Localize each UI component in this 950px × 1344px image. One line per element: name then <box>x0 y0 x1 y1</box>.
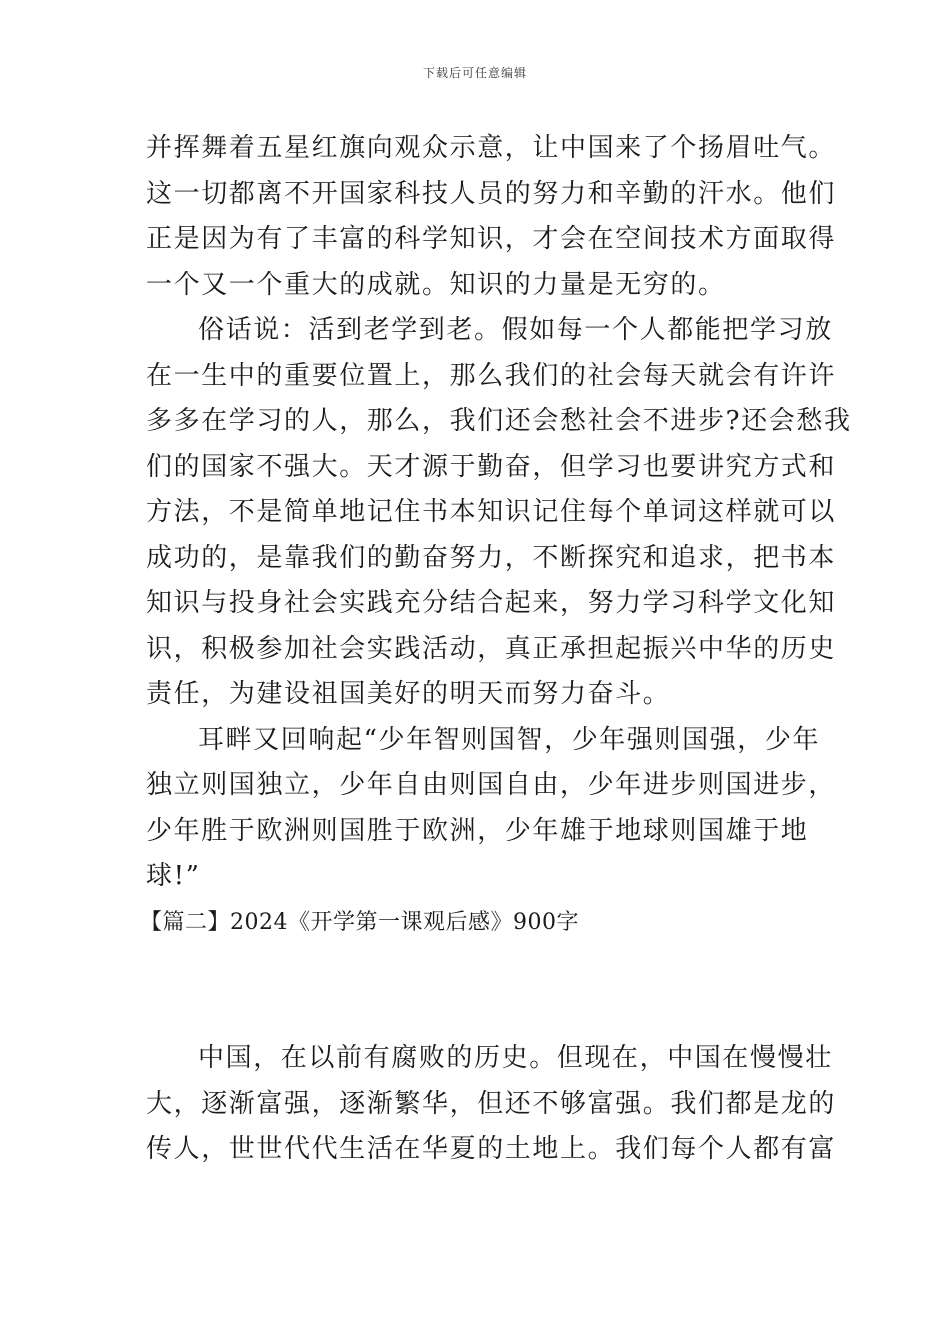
text-line: 们的国家不强大。天才源于勤奋，但学习也要讲究方式和 <box>146 451 837 482</box>
paragraph <box>146 1036 837 1173</box>
text-line: 责任，为建设祖国美好的明天而努力奋斗。 <box>146 679 671 709</box>
text-line: 传人，世世代代生活在华夏的土地上。我们每个人都有富 <box>146 1134 837 1164</box>
text-line: 在一生中的重要位置上，那么我们的社会每天就会有许许 <box>146 360 837 391</box>
paragraph <box>146 718 837 900</box>
text-line: 多多在学习的人，那么，我们还会愁社会不进步?还会愁我 <box>146 406 852 436</box>
text-line: 俗话说：活到老学到老。假如每一个人都能把学习放 <box>198 315 833 345</box>
spacer <box>146 945 810 1036</box>
text-line: 一个又一个重大的成就。知识的力量是无穷的。 <box>146 269 726 300</box>
text-line: 成功的，是靠我们的勤奋努力，不断探究和追求，把书本 <box>146 542 837 573</box>
paragraph <box>146 126 837 308</box>
document-body <box>140 126 852 1173</box>
text-line: 大，逐渐富强，逐渐繁华，但还不够富强。我们都是龙的 <box>146 1088 837 1119</box>
text-line: 独立则国独立，少年自由则国自由，少年进步则国进步， <box>146 770 837 800</box>
paragraph <box>146 308 852 718</box>
text-line: 知识与投身社会实践充分结合起来，努力学习科学文化知 <box>146 588 837 618</box>
text-line: 并挥舞着五星红旗向观众示意，让中国来了个扬眉吐气。 <box>146 133 837 163</box>
text-line: 正是因为有了丰富的科学知识，才会在空间技术方面取得 <box>146 224 837 254</box>
text-line: 少年胜于欧洲则国胜于欧洲，少年雄于地球则国雄于地 <box>146 815 809 846</box>
text-line: 中国，在以前有腐败的历史。但现在，中国在慢慢壮 <box>198 1043 833 1073</box>
text-line: 球!” <box>146 861 201 891</box>
text-line: 这一切都离不开国家科技人员的努力和辛勤的汗水。他们 <box>146 178 837 209</box>
section-heading: 【篇二】2024《开学第一课观后感》900字 <box>140 909 579 935</box>
text-line: 方法，不是简单地记住书本知识记住每个单词这样就可以 <box>146 497 837 527</box>
text-line: 耳畔又回响起“少年智则国智，少年强则国强，少年 <box>198 724 821 755</box>
page-header: 下载后可任意编辑 <box>422 66 527 80</box>
text-line: 识，积极参加社会实践活动，真正承担起振兴中华的历史 <box>146 633 837 664</box>
